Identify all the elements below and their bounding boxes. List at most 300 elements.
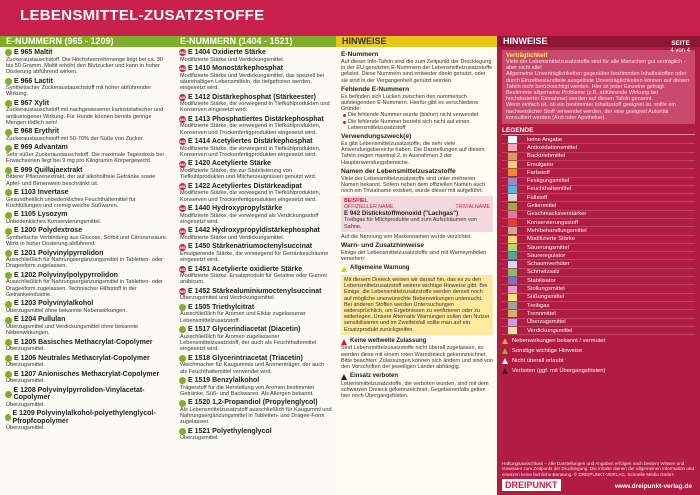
entry-header bbox=[5, 272, 170, 280]
legend-swatch-icon bbox=[508, 294, 517, 301]
ms-badge-icon: MS bbox=[179, 289, 186, 295]
entry-code: E 1420 Acetylierte Stärke bbox=[188, 160, 272, 168]
box-text: Bestimmte allgemeine Probleme (z.B. abführende Wirkung bei hochdosierter Einnahme) werden auf diesen Tafeln genannt. bbox=[506, 90, 658, 103]
entry-item bbox=[5, 128, 170, 142]
section-title: Warn- und Zusatzhinweise bbox=[341, 242, 424, 250]
entry-item bbox=[179, 205, 332, 225]
legend-swatch-icon bbox=[508, 153, 517, 160]
entry-item bbox=[179, 326, 332, 352]
entry-description: Ausschließlich für Nahrungsergänzungsmittel in Tabletten- oder Drageeform zugelassen. bbox=[6, 257, 163, 270]
category-dot-icon bbox=[5, 414, 11, 421]
legend-label: Verdickungsmittel bbox=[527, 327, 573, 334]
warning-text: Sind Lebensmittelzusatzstoffe nicht überall zugelassen, so werden diese mit einem roten Warndreieck gekennzeichnet. Bitte beachten: Zulassungen können sich ändern und sind von den Vorschriften der jeweiligen Länder abhängig. bbox=[341, 345, 493, 370]
example-entry-name: E 942 Distickstoffmonoxid ("Lachgas") bbox=[344, 210, 459, 218]
legend-swatch-icon bbox=[508, 219, 517, 226]
category-dot-icon bbox=[5, 129, 12, 136]
column-hinweise bbox=[336, 36, 497, 495]
entry-item bbox=[5, 410, 170, 431]
category-dot-icon bbox=[179, 355, 186, 362]
entry-description: Überzugsmittel ohne bekannte Nebenwirkungen. bbox=[6, 307, 127, 314]
legend-label: Geschmacksverstärker bbox=[527, 211, 587, 218]
category-dot-icon bbox=[5, 391, 12, 398]
entry-item bbox=[5, 272, 170, 298]
category-dot-icon bbox=[5, 189, 12, 196]
legend-swatch-icon bbox=[508, 252, 517, 259]
entry-code: E 1451 Acetylierte oxidierte Stärke bbox=[188, 265, 303, 273]
legend-swatch-icon bbox=[508, 194, 517, 201]
legend-row bbox=[502, 294, 695, 302]
entry-header bbox=[5, 189, 170, 197]
legend-row bbox=[502, 194, 695, 202]
entry-item bbox=[5, 49, 170, 75]
legend-label: Emulgator bbox=[527, 161, 554, 168]
legend-swatch-icon bbox=[508, 302, 517, 309]
section-text: Einige der Lebensmittelzusatzstoffe sind mit Warnsymbolen versehen: bbox=[341, 250, 487, 263]
entry-code: E 969 Advantam bbox=[14, 144, 68, 152]
entry-header bbox=[179, 94, 332, 102]
black-triangle-icon bbox=[341, 374, 347, 380]
entry-header bbox=[179, 243, 332, 251]
entry-header bbox=[5, 128, 170, 136]
entry-item bbox=[179, 65, 332, 91]
legend-warning-row bbox=[502, 366, 695, 375]
category-dot-icon bbox=[5, 301, 12, 308]
legend-row bbox=[502, 178, 695, 186]
category-dot-icon bbox=[5, 49, 12, 56]
entry-header bbox=[5, 387, 170, 402]
section-text: Auf dieser Info-Tafeln sind die zum Zeitpunkt der Drucklegung in der EU genutzten E-Nummern der Lebensmittelzusatzstoffe gelistet. Diese Nummern sind entweder direkt genutzt, oder sie sind in der Vergangenheit genutzt worden. bbox=[341, 59, 493, 84]
entry-item bbox=[5, 387, 170, 408]
legend-swatch-icon bbox=[508, 211, 517, 218]
legend-swatch-icon bbox=[508, 269, 517, 276]
entry-item bbox=[179, 355, 332, 375]
legend-warning-label: Nebenwirkungen bekannt / vermutet bbox=[512, 337, 606, 344]
entry-code: E 1206 Neutrales Methacrylat-Copolymer bbox=[14, 354, 150, 362]
legend-swatch-icon bbox=[508, 277, 517, 284]
bullet-item: Die fehlende Nummer wurde (bisher) nicht verwendet bbox=[341, 112, 493, 118]
column-enumbers-1404-1521 bbox=[174, 36, 336, 495]
legend-row bbox=[502, 211, 695, 219]
legend-row bbox=[502, 227, 695, 235]
publisher-logo: DREIPUNKT bbox=[502, 479, 561, 491]
section-title: Namen der Lebensmittelzusatzstoffe bbox=[341, 167, 456, 175]
legend-label: Feuchthaltemittel bbox=[527, 186, 572, 193]
entry-code: E 1202 Polyvinylpolypyrrolidon bbox=[14, 271, 118, 279]
legend-label: Treibgas bbox=[527, 302, 550, 309]
ms-badge-icon: MS bbox=[179, 161, 186, 167]
section-text: Es gibt Lebensmittelzusatzstoffe, die sehr viele Anwendungsbereiche haben. Die Darstellungen auf diesen Tafeln zeigen maximal 2, in Ausnahmen 3 der Hauptanwendungsbereiche. bbox=[341, 141, 485, 166]
legend-swatch-icon bbox=[508, 261, 517, 268]
legend-label: Geliermittel bbox=[527, 203, 557, 210]
entry-code: E 965 Maltit bbox=[14, 49, 53, 56]
entry-code: E 968 Erythrit bbox=[14, 128, 60, 136]
legend-label: Schaumverhüter bbox=[527, 261, 570, 268]
legend-label: Säureregulator bbox=[527, 252, 566, 259]
section-title: Verwendungszweck(e) bbox=[341, 133, 412, 141]
legend-swatch-icon bbox=[508, 186, 517, 193]
category-dot-icon bbox=[179, 304, 186, 311]
disclaimer-text: Haftungsausschluss – Alle Darstellungen und Angaben erfolgen nach bestem Wissen und Gewissen zum Zeitpunkt der Drucklegung. Die Inhalte dienen der allgemeinen Information und ersetzen keine fachliche Beratung. © DREIPUNKT-VERLAG, Schnelle Media GmbH. bbox=[502, 461, 695, 477]
column-heading: E-NUMMERN (965 - 1209) bbox=[0, 36, 174, 47]
legend-row bbox=[502, 153, 695, 161]
entry-description: Überzugsmittel. bbox=[6, 346, 45, 353]
entry-list bbox=[174, 47, 336, 442]
ms-badge-icon: MS bbox=[179, 266, 186, 272]
section-text: Auf die Nennung von Markennamen wurde verzichtet. bbox=[341, 233, 473, 240]
box-text: Wenn einfach ist, ob ein bestimmter Inhaltsstoff geeignet ist, sollte ein nachweislicher Stoff verwendet werden, der eine geeignet Autorität konsultiert werden (Arzt oder Apotheker). bbox=[506, 102, 676, 121]
category-dot-icon bbox=[5, 272, 12, 279]
ms-badge-icon: MS bbox=[179, 117, 186, 123]
warning-heading bbox=[341, 373, 493, 381]
legend-row bbox=[502, 269, 695, 277]
entry-description: Überzugsmittel. bbox=[6, 378, 45, 385]
entry-code: E 1208 Polyvinylpyrrolidon-Vinylacetat-Copolymer bbox=[13, 386, 145, 402]
legend-swatch-icon bbox=[508, 178, 517, 185]
category-dot-icon bbox=[5, 355, 12, 362]
legend-row bbox=[502, 310, 695, 318]
legend-row bbox=[502, 236, 695, 244]
red-triangle-icon bbox=[341, 339, 347, 345]
entry-header bbox=[179, 399, 332, 407]
legend-row bbox=[502, 169, 695, 177]
legend-swatch-icon bbox=[508, 227, 517, 234]
legend-label: Backtriebmittel bbox=[527, 153, 566, 160]
legend-label: Füllstoff bbox=[527, 194, 548, 201]
section-title: E-Nummern bbox=[341, 51, 379, 58]
entry-description: Zuckeraustauschstoff mit nachgewiesener karioststatischer und antikariogener Wirkung. Für Hunde können bereits geringe Mengen tödlich sein! bbox=[6, 107, 164, 127]
entry-description: Überzugsmittel. bbox=[6, 401, 45, 408]
entry-code: E 1442 Hydroxypropyldistärkephosphat bbox=[188, 227, 320, 235]
entry-description: Überzugsmittel und Verdickungsmittel ohne bekannte Nebenwirkungen. bbox=[6, 323, 139, 337]
category-dot-icon bbox=[5, 212, 12, 219]
legend-row bbox=[502, 186, 695, 194]
entry-header bbox=[5, 78, 170, 86]
entry-code: E 1209 Polyvinylalkohol-polyethylenglycol-Pfropfcopolymer bbox=[12, 410, 156, 425]
entry-item bbox=[179, 266, 332, 286]
warning-title: Keine weltweite Zulassung bbox=[350, 337, 427, 344]
entry-code: E 1105 Lysozym bbox=[14, 211, 68, 219]
column-heading: HINWEISE bbox=[497, 36, 700, 47]
entry-item bbox=[179, 160, 332, 180]
legend-label: Antioxidationsmittel bbox=[527, 144, 577, 151]
legend-row bbox=[502, 277, 695, 285]
legend-label: Schmelzsalz bbox=[527, 269, 560, 276]
entry-item bbox=[179, 304, 332, 324]
category-dot-icon bbox=[5, 250, 12, 257]
entry-header bbox=[179, 205, 332, 213]
entry-item bbox=[5, 144, 170, 164]
entry-item bbox=[179, 288, 332, 302]
entry-item bbox=[5, 78, 170, 98]
legend-label: Trennmittel bbox=[527, 310, 556, 317]
legend-row bbox=[502, 161, 695, 169]
legend-swatch-icon bbox=[508, 161, 517, 168]
legend-label: Konservierungsstoff bbox=[527, 219, 579, 226]
column-heading: E-NUMMERN (1404 - 1521) bbox=[174, 36, 336, 47]
category-dot-icon bbox=[179, 377, 186, 384]
entry-item bbox=[179, 243, 332, 263]
legend-swatch-icon bbox=[508, 244, 517, 251]
entry-description: Modifizierte Stärke, die vorwiegend in Tiefkühlprodukten, Konserven und Trockenfertigprodukten eingesetzt wird. bbox=[180, 123, 321, 136]
legend-row bbox=[502, 302, 695, 310]
entry-item bbox=[5, 371, 170, 385]
entry-list bbox=[0, 47, 174, 432]
entry-description: Zuckeraustauschstoff mit 50-70% der Süße von Zucker. bbox=[6, 136, 144, 143]
entry-item bbox=[5, 300, 170, 314]
entry-description: Überzugsmittel. bbox=[180, 435, 219, 442]
legend-label: Überzugsmittel bbox=[527, 319, 566, 326]
entry-header bbox=[179, 116, 332, 124]
section-text: Viele der Lebensmittelzusatzstoffe sind unter mehreren Namen bekannt. Sofern neben dem offiziellen Namen auch noch ein Trivialname existiert, wurde dieser mit aufgeführt. bbox=[341, 175, 486, 195]
entry-code: E 1413 Phosphatiertes Distärkephosphat bbox=[188, 115, 324, 123]
entry-header bbox=[179, 227, 332, 235]
entry-code: E 1201 Polyvinylpyrrolidon bbox=[14, 249, 104, 257]
legend-warning-row bbox=[502, 356, 695, 365]
entry-header bbox=[179, 355, 332, 363]
legend-swatch-icon bbox=[508, 236, 517, 243]
entry-header bbox=[179, 160, 332, 168]
entry-code: E 967 Xylit bbox=[14, 99, 50, 107]
entry-item bbox=[179, 227, 332, 241]
entry-item bbox=[5, 211, 170, 225]
entry-description: Modifizierte Stärke, die vorwiegend in Tiefkühlprodukten, Konserven und Trockenfertigprodukten eingesetzt wird. bbox=[180, 190, 321, 203]
category-dot-icon bbox=[5, 317, 12, 324]
entry-code: E 1410 Monostärkephosphat bbox=[188, 64, 283, 72]
entry-code: E 999 Quillajaextrakt bbox=[14, 166, 83, 174]
legend-swatch-icon bbox=[508, 203, 517, 210]
entry-header bbox=[179, 138, 332, 146]
entry-item bbox=[5, 189, 170, 209]
legend-label: Stollungsmittel bbox=[527, 286, 565, 293]
legend-row bbox=[502, 327, 695, 335]
entry-header bbox=[5, 316, 170, 324]
category-dot-icon bbox=[5, 145, 12, 152]
warning-heading bbox=[341, 338, 493, 346]
category-dot-icon bbox=[5, 228, 12, 235]
entry-header bbox=[5, 144, 170, 152]
entry-code: E 1103 Invertase bbox=[14, 188, 69, 196]
category-dot-icon bbox=[5, 167, 12, 174]
entry-header bbox=[5, 49, 170, 57]
legend-swatch-icon bbox=[508, 319, 517, 326]
entry-header bbox=[179, 49, 332, 57]
entry-description: Synthetische Verbindung aus Glucose, Sorbit und Citronensäure. Wirkt in hoher Dosierung abführend. bbox=[6, 234, 168, 248]
legend-row bbox=[502, 285, 695, 293]
example-entry-desc: Treibgas für Milchprodukte und zum Aufschäumen von Sahne. bbox=[344, 217, 477, 230]
hinweise-content bbox=[336, 47, 497, 399]
warning-title: Einsatz verboten bbox=[350, 373, 399, 380]
warning-text: Mit diesem Dreieck weisen wir darauf hin, das es zu den Lebensmittelzusatzstoff weitere wichtige Hinweise gibt. Bei Einige, die Lebensmittelzusatzstoffe werden derzeit noch auf mögliche unerwünschte Nebenwirkungen untersucht. Bei anderen Stoffen werden Untersuchungen widersprüchlich, um Ergebnissen zu verifizieren oder zu widerlegen. Unsere Alternativ Warnungen sollen den Nutzer sensibilisieren und im Zweifelsfall sollte man auf ein Ersatzprodukt zurückgreifen. bbox=[341, 275, 493, 335]
entry-code: E 1440 Hydroxypropylstärke bbox=[188, 204, 283, 212]
entry-item bbox=[179, 116, 332, 136]
entry-header bbox=[5, 227, 170, 235]
entry-item bbox=[179, 94, 332, 114]
legend-label: Süßungsmittel bbox=[527, 294, 565, 301]
example-label: BEISPIEL bbox=[344, 198, 368, 205]
warning-heading bbox=[341, 265, 493, 273]
entry-description: Bitterer Pflanzenextrakt, der auf alkoholfreie Getränke sowie Apfel- und Birnenwein beschränkt ist. bbox=[6, 174, 156, 187]
entry-description: Modifizierte Stärke, die vorwiegend in Tiefkühlprodukten und Konserven eingesetzt wird. bbox=[180, 101, 330, 114]
black-triangle-icon bbox=[502, 368, 508, 374]
entry-item bbox=[5, 339, 170, 353]
entry-item bbox=[179, 49, 332, 63]
column-hinweise-legend bbox=[497, 36, 700, 495]
legend-swatch-icon bbox=[508, 136, 517, 143]
entry-item bbox=[179, 377, 332, 397]
entry-description: Modifizierte Stärke und Verdickungsmittel, das speziell bei säurehaltigen Lebensmitteln, die tiefgefroren werden, eingesetzt wird. bbox=[180, 72, 324, 92]
entry-description: Ausschließlich für Nahrungsergänzungsmittel in Tabletten- oder Drageeform zugelassen. Technischer Hilfsstoff in der Getränkeindustrie. bbox=[6, 279, 163, 298]
entry-header bbox=[5, 300, 170, 308]
section-text: Es befinden sich Lücken zwischen den nummerisch aufsteigenden E-Nummern. Hierfür gibt es verschiedene Gründe: bbox=[341, 93, 479, 113]
entry-description: Unbedenkliches Konservierungsmittel. bbox=[6, 218, 102, 225]
entry-description: Trägerstoff für die Herstellung von Aromen bestimmter Getränke, Süß- und Backwaren. Als Allergen bekannt. bbox=[180, 384, 315, 397]
entry-header bbox=[179, 304, 332, 312]
legend-title: LEGENDE bbox=[502, 127, 695, 135]
entry-code: E 1404 Oxidierte Stärke bbox=[188, 49, 266, 56]
entry-code: E 1200 Polydextrose bbox=[14, 227, 83, 235]
entry-code: E 1452 Stärkealuminiumoctenylsuccinat bbox=[188, 287, 322, 295]
page-label: SEITE bbox=[671, 40, 690, 47]
entry-description: Modifizierte Stärke, die vorwiegend in Tiefkühlprodukten, Konserven und Trockenfertigprodukten eingesetzt wird. bbox=[180, 145, 321, 159]
legend-label: Festigungsmittel bbox=[527, 178, 570, 185]
entry-description: Modifizierte Stärke und Verdickungsmittel. bbox=[180, 234, 285, 241]
entry-code: E 1519 Benzylalkohol bbox=[188, 376, 260, 384]
entry-code: E 1414 Acetyliertes Distärkephosphat bbox=[188, 138, 313, 146]
legend-label: Farbstoff bbox=[527, 169, 550, 176]
yellow-triangle-icon bbox=[341, 266, 347, 272]
box-title: Verträglichkeit bbox=[506, 53, 548, 59]
entry-header bbox=[179, 326, 332, 334]
entry-description: Als Lebensmittelzusatzstoff ausschließlich für Kaugummi und Nahrungsergänzungsmittel in Tabletten- und Dragee-Form zugelassen. bbox=[180, 406, 332, 426]
entry-header bbox=[179, 377, 332, 385]
entry-code: E 1204 Pullulan bbox=[14, 316, 66, 324]
entry-description: Modifizierte Stärke und Verdickungsmittel. bbox=[180, 56, 285, 63]
category-dot-icon bbox=[5, 339, 12, 346]
ms-badge-icon: MS bbox=[179, 244, 186, 250]
legend-warning-label: Verboten (ggf. mit Übergangsfristen) bbox=[512, 367, 606, 374]
entry-code: E 1521 Polyethylenglycol bbox=[188, 427, 272, 435]
entry-header bbox=[5, 167, 170, 175]
category-dot-icon bbox=[179, 326, 186, 333]
entry-header bbox=[179, 183, 332, 191]
publisher-url[interactable]: www.dreipunkt-verlag.de bbox=[614, 483, 692, 490]
page-title: LEBENSMITTEL-ZUSATZSTOFFE bbox=[20, 7, 265, 24]
entry-description: Sehr süßer Zuckeraustauschstoff. Die maximale Tagesdosis bei Erwachsenen liegt bei 9 mg pro Kilogramm Körpergewicht. bbox=[6, 152, 164, 165]
legend-swatch-icon bbox=[508, 310, 517, 317]
ms-badge-icon: MS bbox=[179, 206, 186, 212]
entry-item bbox=[5, 355, 170, 369]
entry-description: Überzugsmittel. bbox=[6, 425, 45, 432]
entry-description: Modifizierte Stärke. Ersatzprodukt für Gelatine oder Gummi arabicum. bbox=[180, 273, 327, 286]
entry-header bbox=[5, 211, 170, 219]
column-heading: HINWEISE bbox=[336, 36, 497, 47]
page-number: 4 von 4 bbox=[670, 47, 690, 54]
ms-badge-icon: MS bbox=[179, 66, 186, 72]
orange-triangle-icon bbox=[502, 338, 508, 344]
ms-badge-icon: MS bbox=[179, 228, 186, 234]
entry-description: Überzugsmittel und Verdickungsmittel. bbox=[180, 295, 276, 302]
entry-code: E 1205 Basisches Methacrylat-Copolymer bbox=[14, 338, 153, 346]
official-name-label: OFFIZIELLER NAME bbox=[344, 204, 394, 211]
legend-warning-row bbox=[502, 336, 695, 345]
entry-header bbox=[5, 410, 170, 425]
entry-header bbox=[179, 266, 332, 274]
category-dot-icon bbox=[5, 78, 12, 85]
example-box bbox=[341, 196, 493, 231]
legend-label: Modifizierte Stärke bbox=[527, 236, 576, 243]
legend-row bbox=[502, 252, 695, 260]
column-enumbers-965-1209 bbox=[0, 36, 174, 495]
entry-header bbox=[5, 250, 170, 258]
legend-warning-row bbox=[502, 346, 695, 355]
entry-code: E 966 Lactit bbox=[14, 77, 53, 85]
entry-item bbox=[5, 167, 170, 187]
green-triangle-icon bbox=[502, 348, 508, 354]
bullet-item: Die fehlende Nummer bezieht sich nicht auf einen Lebensmittelzusatzstoff bbox=[341, 119, 493, 131]
entry-item bbox=[179, 183, 332, 203]
entry-description: Modifizierte Stärke, die zur Stabilisierung von Tiefkühlprodukten und Milcherzeugnissen genutzt wird. bbox=[180, 168, 317, 181]
top-banner bbox=[0, 0, 700, 36]
ms-badge-icon: MS bbox=[179, 50, 186, 56]
legend-label: Stabilisator bbox=[527, 277, 556, 284]
legend-label: keine Angabe bbox=[527, 136, 563, 143]
category-dot-icon bbox=[179, 400, 186, 407]
entry-description: Gesundheitlich unbedenkliches Feuchthaltemittel für Kochfüllungen und cremig weiche Süßwaren. bbox=[6, 196, 136, 209]
entry-code: E 1520 1,2-Propandiol (Propylenglycol) bbox=[188, 399, 318, 407]
legend-swatch-icon bbox=[508, 327, 517, 334]
entry-description: Ausschließlich für Aromen und Eiklar zugelassener Lebensmittelzusatzstoff. bbox=[180, 311, 306, 324]
legend-list bbox=[497, 136, 700, 335]
entry-description: Synthetischer Zuckeraustauschstoff mit hoher abführender Wirkung. bbox=[6, 85, 152, 98]
entry-item bbox=[179, 428, 332, 442]
entry-code: E 1203 Polyvinylalkohol bbox=[14, 300, 94, 308]
entry-item bbox=[5, 316, 170, 336]
entry-description: Weichmacher für Kaugummis und Aromenträger, der auch als Feuchthaltemittel verwendet wird. bbox=[180, 362, 325, 375]
entry-item bbox=[5, 227, 170, 247]
entry-code: E 1517 Glycerindiacetat (Diacetin) bbox=[188, 326, 301, 334]
legend-swatch-icon bbox=[508, 144, 517, 151]
entry-item bbox=[179, 399, 332, 425]
red-triangle-icon bbox=[502, 358, 508, 364]
entry-description: Überzugsmittel. bbox=[6, 362, 45, 369]
ms-badge-icon: MS bbox=[179, 139, 186, 145]
legend-warning-label: Nicht überall erlaubt bbox=[512, 357, 564, 364]
entry-code: E 1207 Anionisches Methacrylat-Copolymer bbox=[14, 370, 160, 378]
entry-description: Emulgierende Stärke, die vorwiegend für Getränkeschäume eingesetzt wird. bbox=[180, 250, 329, 264]
entry-item bbox=[5, 100, 170, 126]
entry-description: Modifizierte Stärke, die vorwiegend als Verdickungsstoff eingesetzt wird. bbox=[180, 212, 319, 225]
entry-code: E 1505 Triethylcitrat bbox=[188, 303, 255, 311]
entry-item bbox=[179, 138, 332, 158]
legend-label: Mehlbehandlungsmittel bbox=[527, 227, 587, 234]
entry-description: Ausschließlich für Aromen zugelassener Lebensmittelzusatzstoff, der auch als Feuchthaltemittel eingesetzt wird. bbox=[180, 333, 317, 353]
category-dot-icon bbox=[5, 371, 12, 378]
box-text: Viele der Lebensmittelzusatzstoffe sind für alle Menschen gut verträglich - aber nicht alle! bbox=[506, 59, 686, 72]
legend-row bbox=[502, 136, 695, 144]
entry-header bbox=[179, 65, 332, 73]
legend-row bbox=[502, 219, 695, 227]
entry-item bbox=[5, 250, 170, 270]
legend-row bbox=[502, 319, 695, 327]
category-dot-icon bbox=[5, 100, 12, 107]
entry-header bbox=[5, 100, 170, 108]
section-title: Fehlende E-Nummern bbox=[341, 85, 410, 93]
trivial-name-label: TRIVIALNAME bbox=[455, 204, 490, 211]
legend-row bbox=[502, 202, 695, 210]
page-indicator bbox=[670, 41, 690, 54]
legend-label: Säuerungsmittel bbox=[527, 244, 569, 251]
box-text: Allgemeine Unverträglichkeiten gegenüber bestimmten Inhaltsstoffen oder durch Einzelbestandteile ausgelöste Unverträglichkeiten können auf diesen Tafeln nicht berücksichtigt werden. Hier ist jeder Einzelne gefragt. bbox=[506, 71, 690, 90]
